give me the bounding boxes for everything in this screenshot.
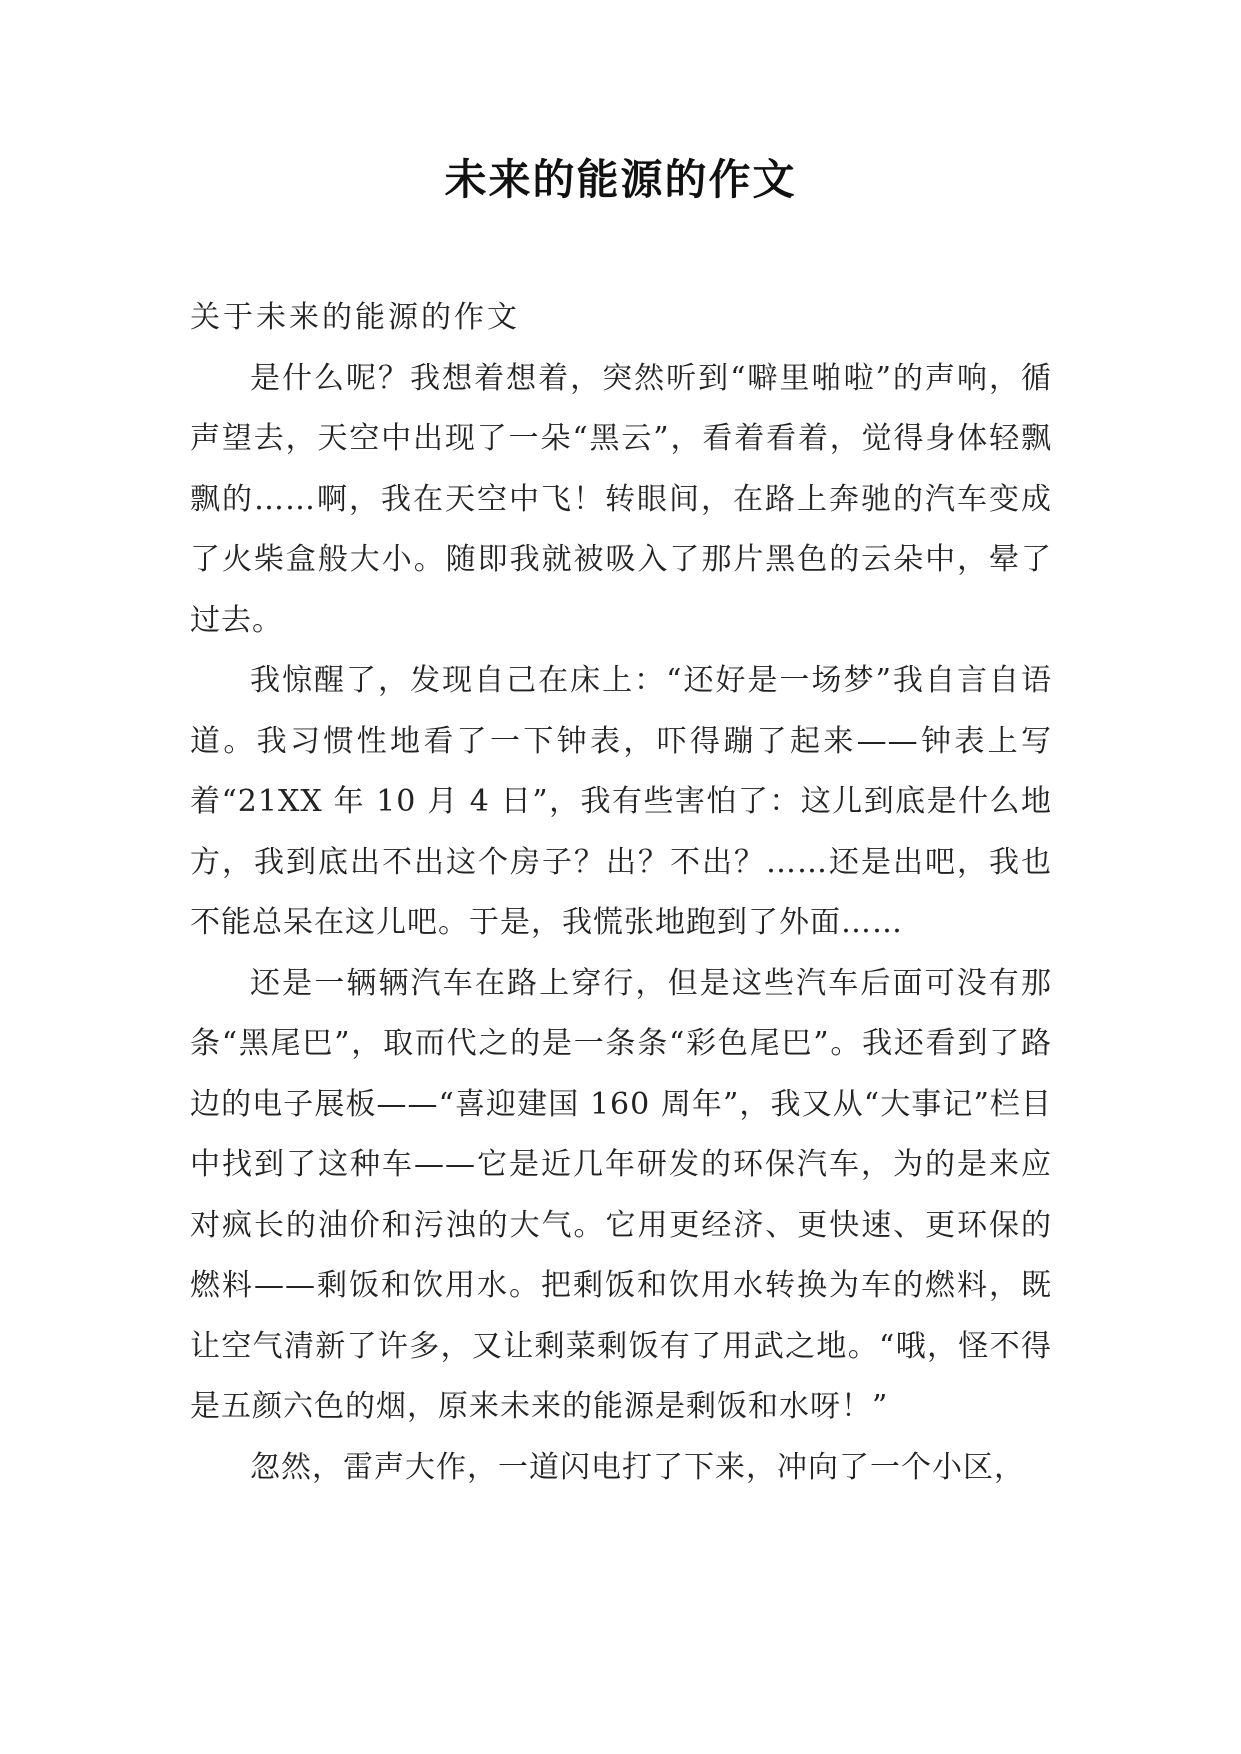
- document-body: [190, 288, 1052, 1498]
- document-title: 未来的能源的作文: [444, 155, 797, 204]
- paragraph: 是什么呢？我想着想着，突然听到“噼里啪啦”的声响，循声望去，天空中出现了一朵“黑云”，看着看着，觉得身体轻飘飘的……啊，我在天空中飞！转眼间，在路上奔驰的汽车变成了火柴盒般大小。随即我就被吸入了那片黑色的云朵中，晕了过去。: [190, 360, 1052, 638]
- paragraph: 忽然，雷声大作，一道闪电打了下来，冲向了一个小区，: [250, 1449, 1025, 1485]
- paragraph: 我惊醒了，发现自己在床上：“还好是一场梦”我自言自语道。我习惯性地看了一下钟表，吓得蹦了起来——钟表上写着“21XX 年 10 月 4 日”，我有些害怕了：这儿到底是什么地方，我到底出不出这个房子？出？不出？……还是出吧，我也不能总呆在这儿吧。于是，我慌张地跑到了外面……: [190, 663, 1052, 940]
- paragraph: 还是一辆辆汽车在路上穿行，但是这些汽车后面可没有那条“黑尾巴”，取而代之的是一条条“彩色尾巴”。我还看到了路边的电子展板——“喜迎建国 160 周年”，我又从“大事记”栏目中找到了这种车——它是近几年研发的环保汽车，为的是来应对疯长的油价和污浊的大气。它用更经济、更快速、更环保的燃料——剩饭和饮用水。把剩饭和饮用水转换为车的燃料，既让空气清新了许多，又让剩菜剩饭有了用武之地。“哦，怪不得是五颜六色的烟，原来未来的能源是剩饭和水呀！”: [190, 965, 1052, 1424]
- document-subtitle: 关于未来的能源的作文: [190, 300, 520, 335]
